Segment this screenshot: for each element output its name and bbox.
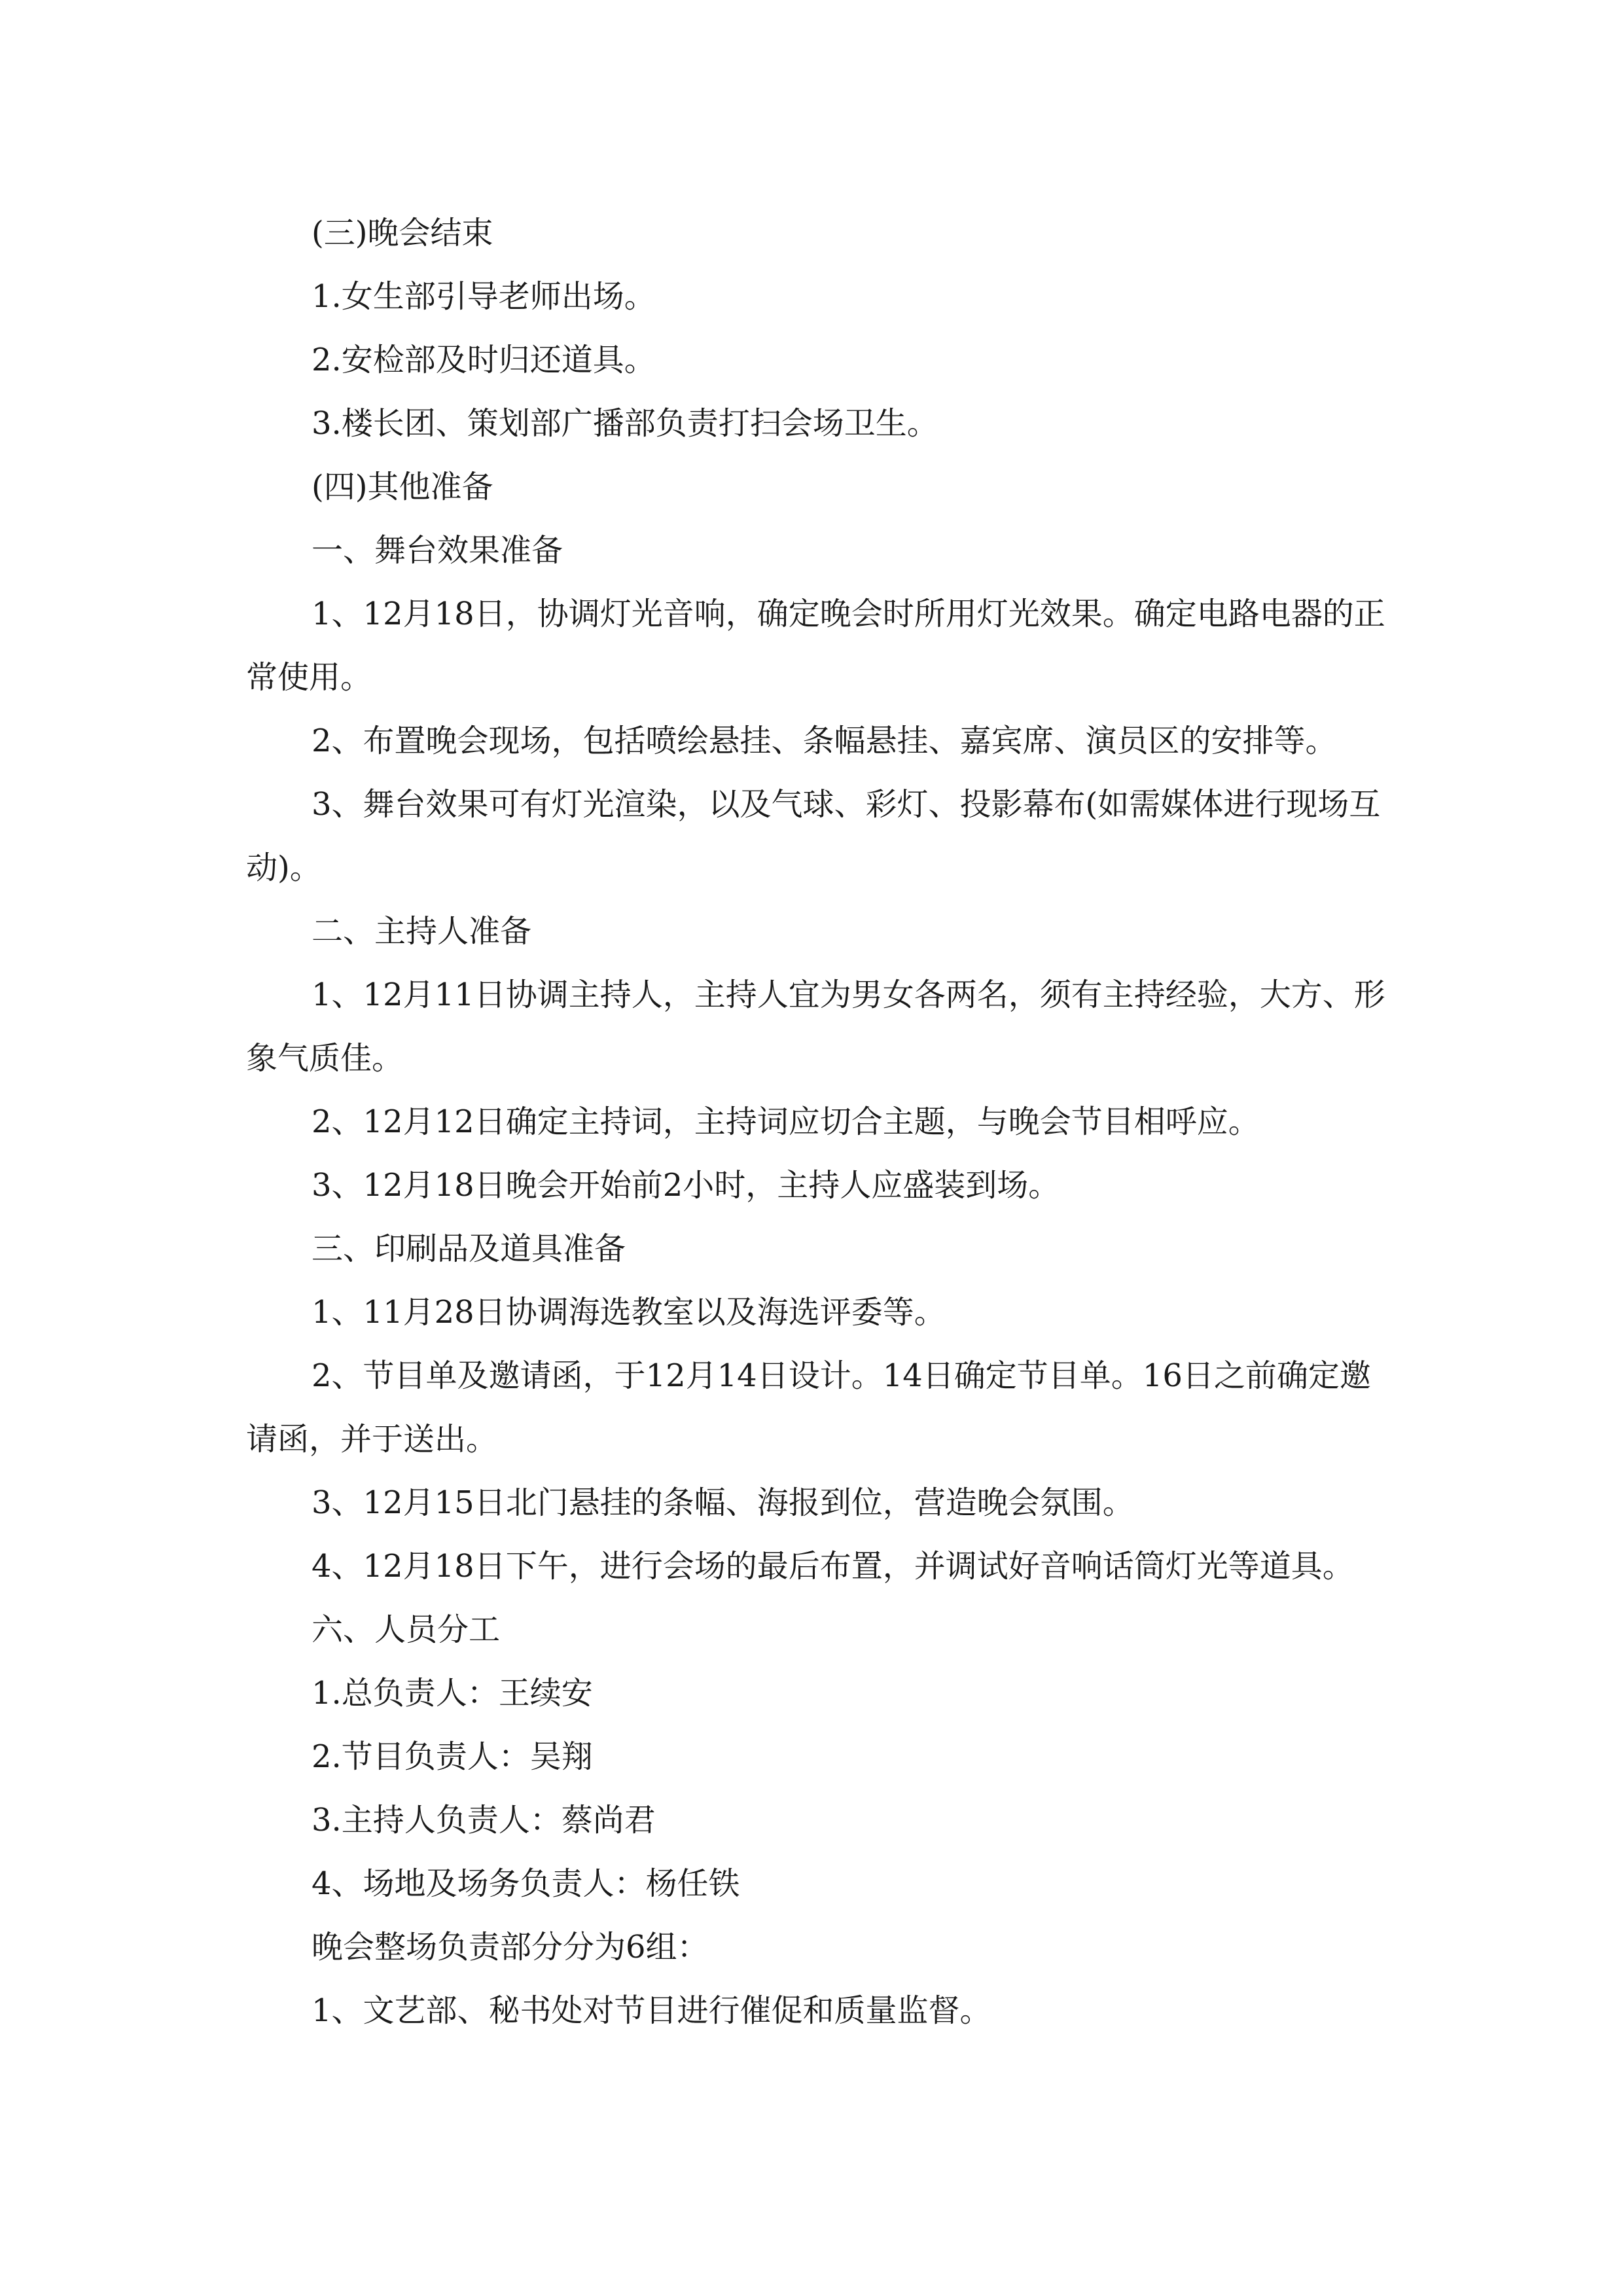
subsection-heading-host: 二、主持人准备: [312, 913, 532, 950]
section-heading-party-end: (三)晚会结束: [312, 215, 493, 251]
list-item: 1.总负责人：王续安: [312, 1675, 593, 1712]
list-item: 1、12月18日，协调灯光音响，确定晚会时所用灯光效果。确定电路电器的正常使用。: [246, 596, 1385, 696]
subsection-heading-print: 三、印刷品及道具准备: [312, 1230, 626, 1267]
list-item: 1、文艺部、秘书处对节目进行催促和质量监督。: [312, 1992, 991, 2029]
list-item: 3.楼长团、策划部广播部负责打扫会场卫生。: [312, 405, 938, 442]
subsection-heading-staff: 六、人员分工: [312, 1611, 501, 1648]
subsection-heading-stage: 一、舞台效果准备: [312, 532, 563, 569]
list-item: 1、11月28日协调海选教室以及海选评委等。: [312, 1294, 946, 1331]
section-heading-other-prep: (四)其他准备: [312, 469, 493, 505]
list-item: 3、12月15日北门悬挂的条幅、海报到位，营造晚会氛围。: [312, 1484, 1134, 1521]
list-item: 3、舞台效果可有灯光渲染，以及气球、彩灯、投影幕布(如需媒体进行现场互动)。: [246, 786, 1381, 886]
list-item: 4、12月18日下午，进行会场的最后布置，并调试好音响话筒灯光等道具。: [312, 1548, 1354, 1585]
list-item: 2、节目单及邀请函，于12月14日设计。14日确定节目单。16日之前确定邀请函，并于送出。: [246, 1357, 1371, 1458]
list-item: 2、12月12日确定主持词，主持词应切合主题，与晚会节目相呼应。: [312, 1103, 1260, 1140]
list-item: 2、布置晚会现场，包括喷绘悬挂、条幅悬挂、嘉宾席、演员区的安排等。: [312, 723, 1337, 759]
list-item: 1.女生部引导老师出场。: [312, 278, 656, 315]
list-item: 2.安检部及时归还道具。: [312, 342, 656, 378]
list-item: 4、场地及场务负责人：杨任铁: [312, 1865, 740, 1902]
paragraph-groups: 晚会整场负责部分分为6组：: [312, 1929, 709, 1965]
document-body: [246, 202, 1391, 2043]
list-item: 3.主持人负责人：蔡尚君: [312, 1802, 656, 1839]
list-item: 3、12月18日晚会开始前2小时，主持人应盛装到场。: [312, 1167, 1060, 1204]
list-item: 2.节目负责人：吴翔: [312, 1738, 593, 1775]
list-item: 1、12月11日协调主持人，主持人宜为男女各两名，须有主持经验，大方、形象气质佳。: [246, 977, 1385, 1077]
